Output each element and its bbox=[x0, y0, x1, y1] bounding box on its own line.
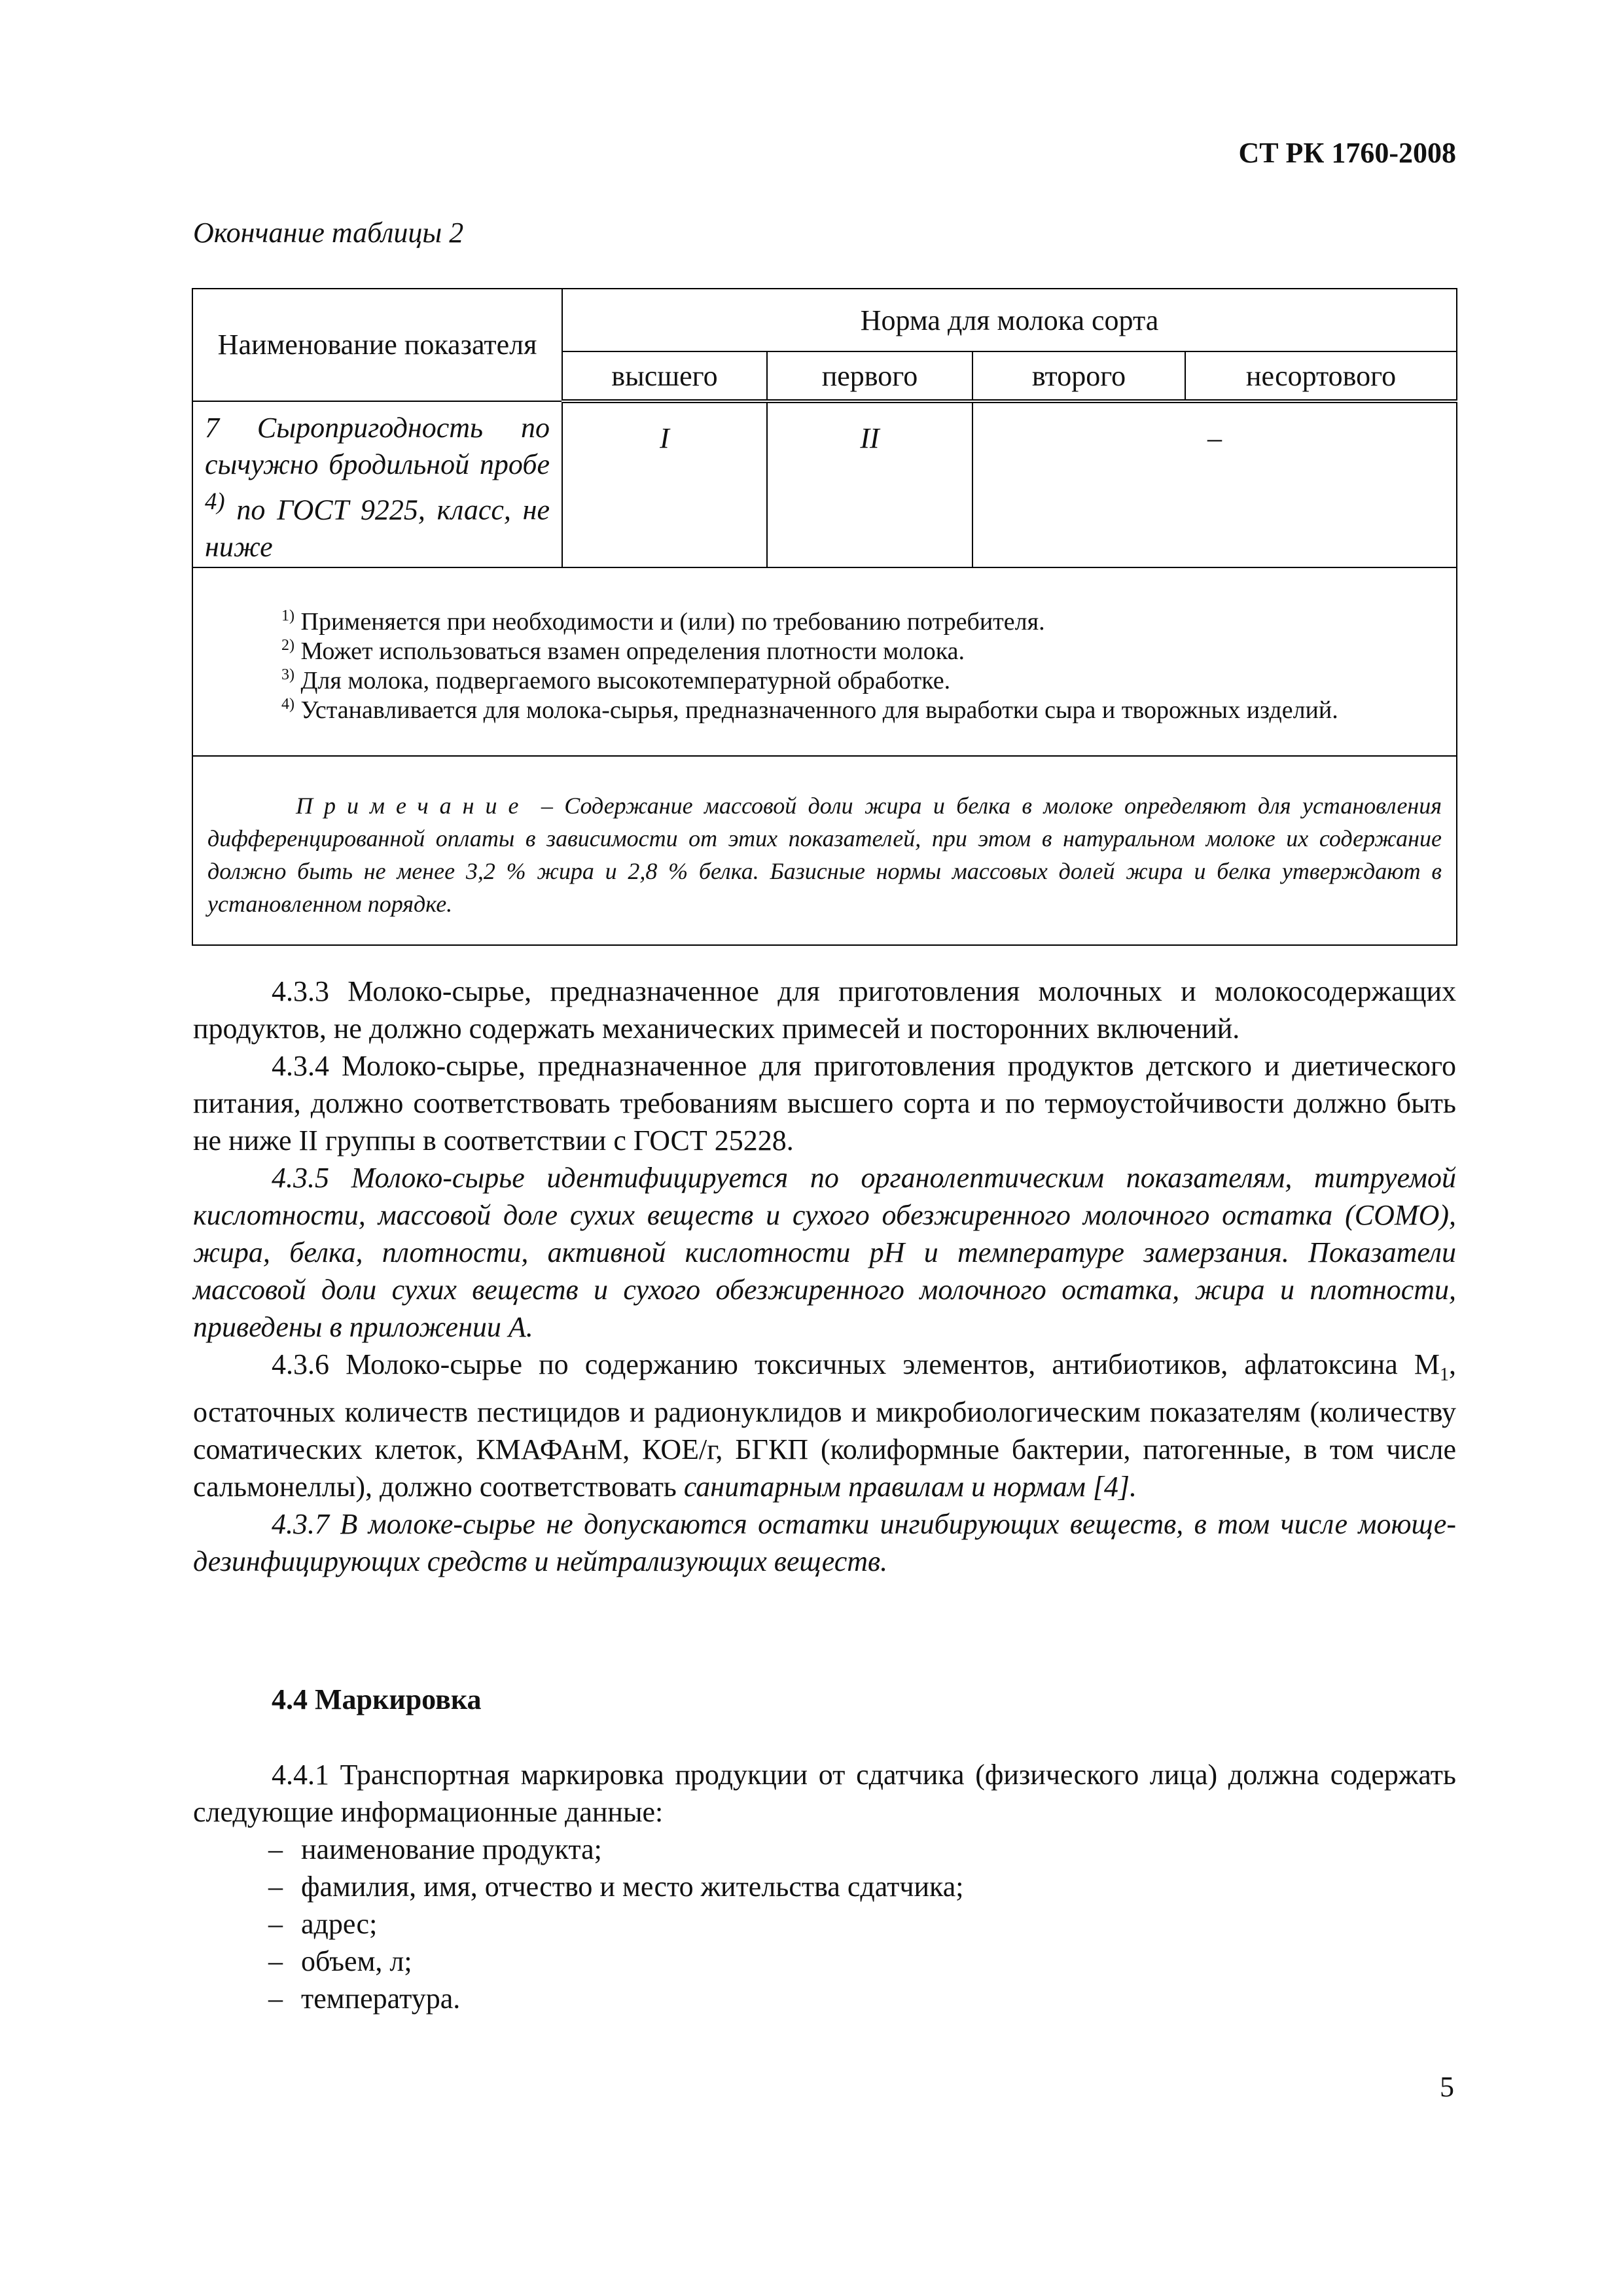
table-note bbox=[193, 757, 1456, 920]
section-heading: 4.4 Маркировка bbox=[272, 1683, 482, 1715]
main-text bbox=[193, 973, 1456, 1580]
footnote: $^{4)}$ Устанавливается для молока-сырья, предназначенного для выработки сыра и творожных изделий. bbox=[281, 695, 1338, 724]
section-4-4 bbox=[193, 1681, 1456, 1718]
value-second-ungraded: – bbox=[972, 401, 1457, 567]
grade-header: первого bbox=[767, 351, 972, 401]
row-name-part2: по ГОСТ 9225, класс, не ниже bbox=[205, 493, 550, 563]
list-item: – фамилия, имя, отчество и место жительства сдатчика; bbox=[268, 1871, 964, 1903]
paragraph-4-3-7: 4.3.7 В молоке-сырье не допускаются остатки ингибирующих веществ, в том числе моюще-дезинфицирующих средств и нейтрализующих веществ. bbox=[193, 1507, 1456, 1577]
section-4-4-content bbox=[193, 1756, 1456, 2017]
norm-table bbox=[192, 288, 1457, 946]
footnote: $^{3)}$ Для молока, подвергаемого высокотемпературной обработке. bbox=[281, 666, 951, 694]
footnotes-row bbox=[192, 567, 1457, 756]
value-highest: I bbox=[562, 401, 767, 567]
row-name-part1: 7 Сыропригодность по сычужно бродильной пробе bbox=[205, 412, 550, 480]
list-item: – наименование продукта; bbox=[268, 1833, 602, 1865]
note-label: Примечание bbox=[296, 792, 530, 819]
paragraph-4-3-4: 4.3.4 Молоко-сырье, предназначенное для приготовления продуктов детского и диетического питания, должно соответствовать требованиям высшего сорта и по термоустойчивости должно быть не ниже II группы в соответствии с ГОСТ 25228. bbox=[193, 1050, 1456, 1157]
column-header-norm: Норма для молока сорта bbox=[562, 289, 1457, 351]
paragraph-4-3-3: 4.3.3 Молоко-сырье, предназначенное для приготовления молочных и молокосодержащих продуктов, не должно содержать механических примесей и посторонних включений. bbox=[193, 975, 1456, 1045]
footnote: $^{1)}$ Применяется при необходимости и (или) по требованию потребителя. bbox=[281, 607, 1045, 636]
note-row bbox=[192, 756, 1457, 945]
page-number: 5 bbox=[1440, 2071, 1454, 2103]
column-header-indicator: Наименование показателя bbox=[192, 289, 562, 401]
paragraph-4-3-5: 4.3.5 Молоко-сырье идентифицируется по органолептическим показателям, титруемой кислотности, массовой доле сухих веществ и сухого обезжиренного молочного остатка (СОМО), жира, белка, плотности, активной кислотности pH и температуре замерзания. Показатели массовой доли сухих веществ и сухого обезжиренного молочного остатка, жира и плотности, приведены в приложении А. bbox=[193, 1162, 1456, 1343]
table-row bbox=[192, 401, 1457, 567]
grade-header: несортового bbox=[1185, 351, 1457, 401]
value-first: II bbox=[767, 401, 972, 567]
table-caption: Окончание таблицы 2 bbox=[193, 217, 464, 249]
paragraph-4-4-1: 4.4.1 Транспортная маркировка продукции от сдатчика (физического лица) должна содержать следующие информационные данные: bbox=[193, 1759, 1456, 1828]
document-code: СТ РК 1760-2008 bbox=[1238, 137, 1456, 169]
footnote-ref: 4) bbox=[205, 488, 225, 514]
footnotes bbox=[193, 568, 1456, 725]
row-indicator-name bbox=[192, 401, 562, 567]
grade-header: второго bbox=[972, 351, 1185, 401]
note-text: – Содержание массовой доли жира и белка в молоке определяют для установления дифференцированной оплаты в зависимости от этих показателей, при этом в натуральном молоке их содержание должно быть не менее 3,2 % жира и 2,8 % белка. Базисные нормы массовых долей жира и белка утверждают в установленном порядке. bbox=[207, 792, 1442, 917]
list-item: – адрес; bbox=[268, 1908, 378, 1940]
paragraph-4-3-6: 4.3.6 Молоко-сырье по содержанию токсичных элементов, антибиотиков, афлатоксина $М_1$, остаточных количеств пестицидов и радионуклидов и микробиологическим показателям (количеству соматических клеток, КМАФАнМ, КОЕ/г, БГКП (колиформные бактерии, патогенные, в том числе сальмонеллы), должно соответствовать санитарным правилам и нормам [4]. bbox=[193, 1348, 1456, 1503]
table-header-row bbox=[192, 289, 1457, 351]
grade-header: высшего bbox=[562, 351, 767, 401]
list-item: – температура. bbox=[268, 1982, 461, 2015]
footnote: $^{2)}$ Может использоваться взамен определения плотности молока. bbox=[281, 636, 965, 665]
list-item: – объем, л; bbox=[268, 1945, 412, 1977]
